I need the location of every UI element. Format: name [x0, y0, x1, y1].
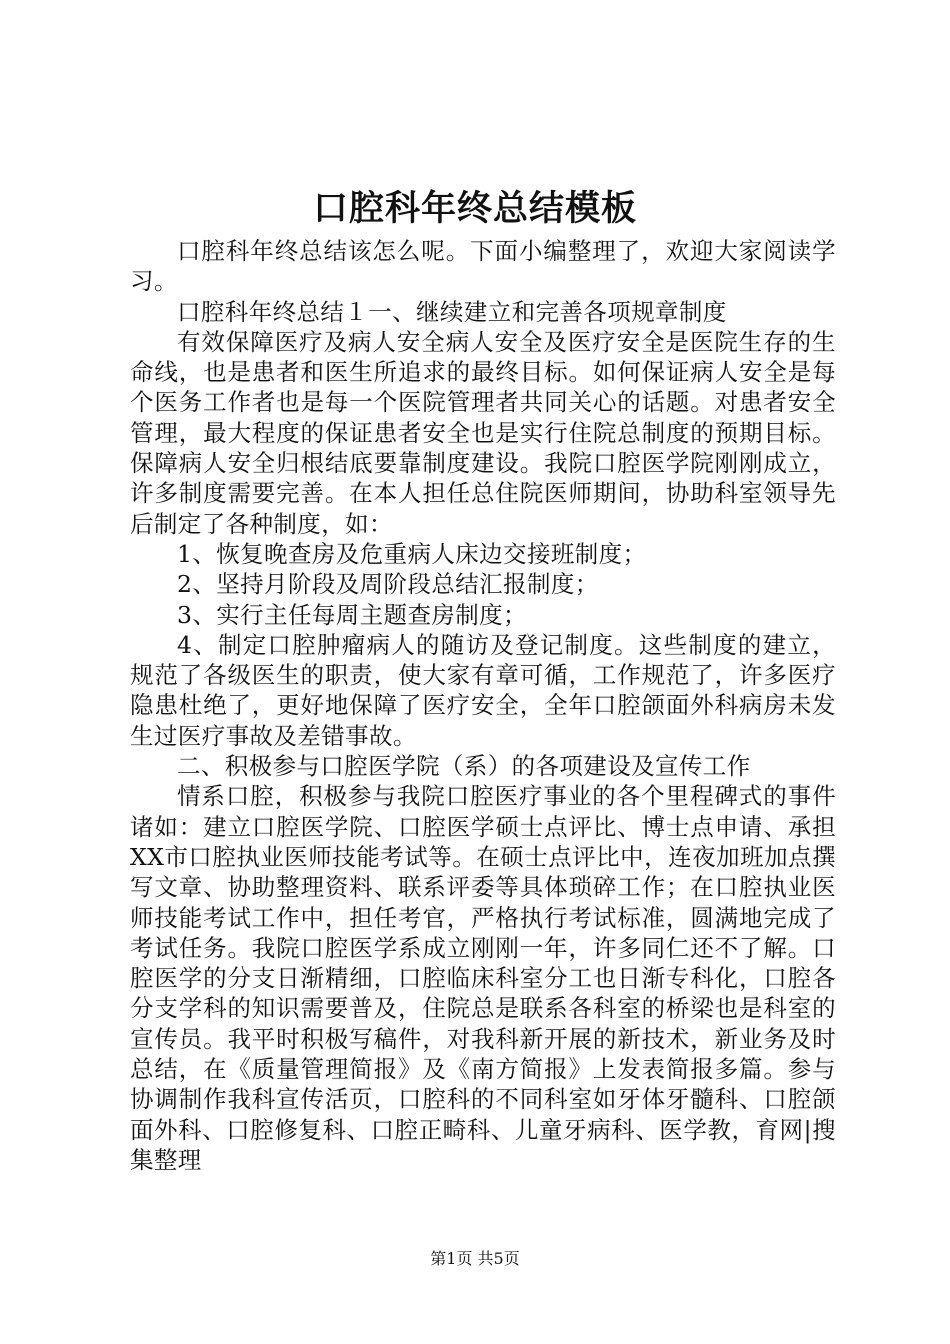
- paragraph-section-2-body: 情系口腔，积极参与我院口腔医疗事业的各个里程碑式的事件诸如：建立口腔医学院、口腔医学硕士点评比、博士点申请、承担XX市口腔执业医师技能考试等。在硕士点评比中，连夜加班加点撰写文章、协助整理资料、联系评委等具体琐碎工作；在口腔执业医师技能考试工作中，担任考官，严格执行考试标准，圆满地完成了考试任务。我院口腔医学系成立刚刚一年，许多同仁还不了解。口腔医学的分支日渐精细，口腔临床科室分工也日渐专科化，口腔各分支学科的知识需要普及，住院总是联系各科室的桥梁也是科室的宣传员。我平时积极写稿件，对我科新开展的新技术，新业务及时总结，在《质量管理简报》及《南方简报》上发表简报多篇。参与协调制作我科宣传活页，口腔科的不同科室如牙体牙髓科、口腔颌面外科、口腔修复科、口腔正畸科、儿童牙病科、医学教，育网|搜集整理: [130, 782, 836, 1174]
- document-title: 口腔科年终总结模板: [312, 188, 637, 229]
- paragraph-item-2: 2、坚持月阶段及周阶段总结汇报制度；: [177, 570, 599, 599]
- paragraph-section-1-heading: 口腔科年终总结１一、继续建立和完善各项规章制度: [177, 297, 727, 326]
- document-body: [130, 236, 836, 1175]
- page-footer: 第1页 共5页: [430, 1249, 520, 1268]
- paragraph-item-4: 4、制定口腔肿瘤病人的随访及登记制度。这些制度的建立，规范了各级医生的职责，使大家有章可循，工作规范了，许多医疗隐患杜绝了，更好地保障了医疗安全，全年口腔颌面外科病房未发生过医疗事故及差错事故。: [130, 630, 836, 750]
- paragraph-section-2-heading: 二、积极参与口腔医学院（系）的各项建设及宣传工作: [177, 752, 751, 781]
- paragraph-safety: 有效保障医疗及病人安全病人安全及医疗安全是医院生存的生命线，也是患者和医生所追求的最终目标。如何保证病人安全是每个医务工作者也是每一个医院管理者共同关心的话题。对患者安全管理，最大程度的保证患者安全也是实行住院总制度的预期目标。保障病人安全归根结底要靠制度建设。我院口腔医学院刚刚成立，许多制度需要完善。在本人担任总住院医师期间，协助科室领导先后制定了各种制度，如：: [130, 327, 836, 538]
- paragraph-item-3: 3、实行主任每周主题查房制度；: [177, 600, 527, 629]
- paragraph-item-1: 1、恢复晚查房及危重病人床边交接班制度；: [177, 539, 647, 568]
- paragraph-intro: 口腔科年终总结该怎么呢。下面小编整理了，欢迎大家阅读学习。: [130, 237, 836, 296]
